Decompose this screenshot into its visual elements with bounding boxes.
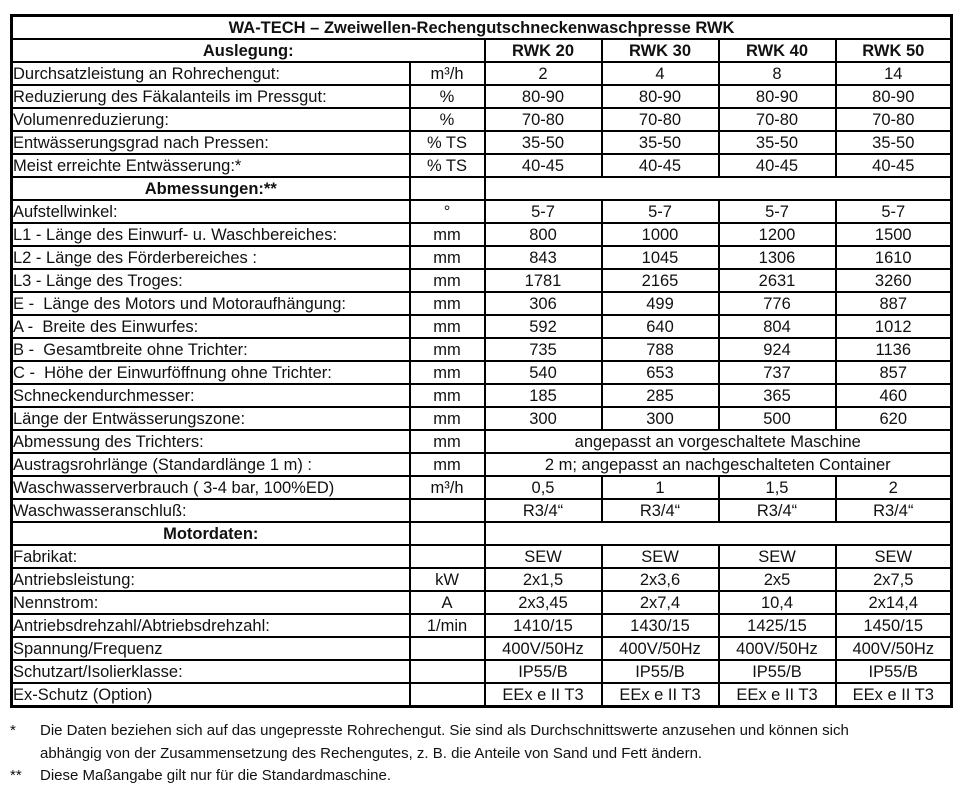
cell-value: 70-80 [602,108,719,131]
cell-value: 35-50 [485,131,602,154]
row-label: L3 - Länge des Troges: [12,269,410,292]
cell-value: 1045 [602,246,719,269]
row-label: Schneckendurchmesser: [12,384,410,407]
footnote-line: Die Daten beziehen sich auf das ungepresste Rohrechengut. Sie sind als Durchschnittswerte anzusehen und können sich [40,722,849,739]
spec-table-wrap [10,14,953,708]
cell-value: 592 [485,315,602,338]
table-row [12,338,952,361]
cell-value: 2x7,5 [836,568,952,591]
row-unit [410,499,485,522]
cell-value: 788 [602,338,719,361]
cell-value: 1781 [485,269,602,292]
table-row [12,62,952,85]
cell-value: 735 [485,338,602,361]
cell-value: IP55/B [485,660,602,683]
footnote-marker: ** [10,767,22,784]
table-row [12,315,952,338]
row-label: Ex-Schutz (Option) [12,683,410,707]
cell-value: 460 [836,384,952,407]
cell-value: 1450/15 [836,614,952,637]
cell-value: 2x5 [719,568,836,591]
column-header: RWK 20 [485,39,602,62]
table-row [12,223,952,246]
cell-value: SEW [719,545,836,568]
cell-value: EEx e II T3 [836,683,952,707]
cell-value: R3/4“ [602,499,719,522]
cell-value: EEx e II T3 [485,683,602,707]
table-row [12,637,952,660]
cell-value: 2631 [719,269,836,292]
cell-value: SEW [602,545,719,568]
row-unit [410,545,485,568]
section-title: Abmessungen:** [12,177,410,200]
table-row [12,200,952,223]
title-row [12,16,952,40]
cell-value: 80-90 [719,85,836,108]
column-header: RWK 40 [719,39,836,62]
row-unit: mm [410,430,485,453]
cell-value: 70-80 [836,108,952,131]
cell-value: 1200 [719,223,836,246]
cell-value: 843 [485,246,602,269]
footnote [10,720,945,765]
row-label: C - Höhe der Einwurföffnung ohne Trichter: [12,361,410,384]
table-row [12,39,952,62]
cell-value: 80-90 [485,85,602,108]
cell-value: 804 [719,315,836,338]
cell-value: 400V/50Hz [485,637,602,660]
footnote-line: abhängig von der Zusammensetzung des Rechengutes, z. B. die Anteile von Sand und Fett ändern. [40,744,703,762]
row-unit: % [410,108,485,131]
table-row [12,177,952,200]
cell-value: 887 [836,292,952,315]
row-unit: mm [410,223,485,246]
row-label: Abmessung des Trichters: [12,430,410,453]
cell-value: 10,4 [719,591,836,614]
row-label: Meist erreichte Entwässerung:* [12,154,410,177]
row-unit: mm [410,315,485,338]
empty-cell [485,522,952,545]
cell-value: 365 [719,384,836,407]
cell-value: 2x3,45 [485,591,602,614]
row-label: A - Breite des Einwurfes: [12,315,410,338]
cell-value: 1425/15 [719,614,836,637]
cell-value: 35-50 [836,131,952,154]
cell-value: 35-50 [602,131,719,154]
cell-value: 2x7,4 [602,591,719,614]
table-row [12,430,952,453]
row-unit [410,683,485,707]
row-unit: A [410,591,485,614]
spec-table-body [12,16,952,707]
cell-value: IP55/B [602,660,719,683]
row-unit: mm [410,384,485,407]
cell-value: 285 [602,384,719,407]
cell-value: 40-45 [836,154,952,177]
cell-value: 1012 [836,315,952,338]
cell-value: SEW [485,545,602,568]
row-unit: % TS [410,154,485,177]
cell-value: 3260 [836,269,952,292]
table-row [12,154,952,177]
cell-value: 70-80 [485,108,602,131]
cell-value: 40-45 [719,154,836,177]
table-row [12,384,952,407]
row-unit-empty [410,177,485,200]
table-row [12,591,952,614]
row-unit: ° [410,200,485,223]
cell-value: 540 [485,361,602,384]
footnote-marker: * [10,722,16,739]
section-title: Auslegung: [12,39,485,62]
table-row [12,522,952,545]
cell-value: 620 [836,407,952,430]
row-label: Durchsatzleistung an Rohrechengut: [12,62,410,85]
cell-value: 5-7 [719,200,836,223]
table-row [12,246,952,269]
cell-value: 14 [836,62,952,85]
cell-value: 857 [836,361,952,384]
cell-value: 300 [602,407,719,430]
column-header: RWK 30 [602,39,719,62]
table-row [12,476,952,499]
section-title: Motordaten: [12,522,410,545]
cell-value: 2x1,5 [485,568,602,591]
row-unit: m³/h [410,476,485,499]
row-unit-empty [410,522,485,545]
table-row [12,292,952,315]
cell-value: 35-50 [719,131,836,154]
footnote-line: Diese Maßangabe gilt nur für die Standardmaschine. [40,767,392,784]
row-label: Waschwasserverbrauch ( 3-4 bar, 100%ED) [12,476,410,499]
cell-value: 2x3,6 [602,568,719,591]
cell-value: 1610 [836,246,952,269]
merged-value: 2 m; angepasst an nachgeschalteten Container [485,453,952,476]
footnote-text [40,720,945,765]
cell-value: 1 [602,476,719,499]
cell-value: 776 [719,292,836,315]
table-row [12,407,952,430]
table-row [12,361,952,384]
row-unit [410,660,485,683]
row-label: Austragsrohrlänge (Standardlänge 1 m) : [12,453,410,476]
table-row [12,131,952,154]
row-unit [410,637,485,660]
row-label: Antriebsdrehzahl/Abtriebsdrehzahl: [12,614,410,637]
cell-value: EEx e II T3 [602,683,719,707]
cell-value: 737 [719,361,836,384]
row-unit: 1/min [410,614,485,637]
cell-value: 400V/50Hz [836,637,952,660]
footnote-text [40,765,945,788]
table-row [12,568,952,591]
cell-value: IP55/B [836,660,952,683]
cell-value: R3/4“ [719,499,836,522]
cell-value: 40-45 [602,154,719,177]
cell-value: IP55/B [719,660,836,683]
cell-value: 40-45 [485,154,602,177]
table-row [12,683,952,707]
footnote [10,765,945,788]
row-label: Reduzierung des Fäkalanteils im Pressgut: [12,85,410,108]
cell-value: 500 [719,407,836,430]
table-row [12,660,952,683]
table-title: WA-TECH – Zweiwellen-Rechengutschneckenwaschpresse RWK [12,16,952,40]
spec-table [10,14,953,708]
cell-value: 306 [485,292,602,315]
row-unit: mm [410,292,485,315]
row-unit: % [410,85,485,108]
cell-value: 640 [602,315,719,338]
cell-value: 0,5 [485,476,602,499]
row-label: Antriebsleistung: [12,568,410,591]
row-unit: mm [410,338,485,361]
cell-value: SEW [836,545,952,568]
row-label: Waschwasseranschluß: [12,499,410,522]
table-row [12,108,952,131]
cell-value: 70-80 [719,108,836,131]
cell-value: 1410/15 [485,614,602,637]
row-unit: mm [410,453,485,476]
row-unit: m³/h [410,62,485,85]
cell-value: 800 [485,223,602,246]
table-row [12,545,952,568]
row-unit: mm [410,361,485,384]
row-label: Fabrikat: [12,545,410,568]
cell-value: EEx e II T3 [719,683,836,707]
table-row [12,453,952,476]
row-label: L1 - Länge des Einwurf- u. Waschbereiches: [12,223,410,246]
cell-value: 1,5 [719,476,836,499]
cell-value: 4 [602,62,719,85]
cell-value: R3/4“ [836,499,952,522]
cell-value: 1136 [836,338,952,361]
row-unit: mm [410,407,485,430]
cell-value: 653 [602,361,719,384]
cell-value: R3/4“ [485,499,602,522]
cell-value: 2x14,4 [836,591,952,614]
cell-value: 5-7 [836,200,952,223]
row-label: Spannung/Frequenz [12,637,410,660]
column-header: RWK 50 [836,39,952,62]
cell-value: 400V/50Hz [719,637,836,660]
cell-value: 1000 [602,223,719,246]
cell-value: 80-90 [602,85,719,108]
cell-value: 5-7 [602,200,719,223]
row-label: Entwässerungsgrad nach Pressen: [12,131,410,154]
row-unit: mm [410,246,485,269]
table-row [12,499,952,522]
cell-value: 185 [485,384,602,407]
merged-value: angepasst an vorgeschaltete Maschine [485,430,952,453]
row-label: Nennstrom: [12,591,410,614]
cell-value: 1500 [836,223,952,246]
cell-value: 2165 [602,269,719,292]
cell-value: 8 [719,62,836,85]
row-unit: kW [410,568,485,591]
cell-value: 5-7 [485,200,602,223]
row-label: Volumenreduzierung: [12,108,410,131]
cell-value: 2 [836,476,952,499]
row-label: B - Gesamtbreite ohne Trichter: [12,338,410,361]
row-label: Aufstellwinkel: [12,200,410,223]
cell-value: 499 [602,292,719,315]
cell-value: 300 [485,407,602,430]
cell-value: 80-90 [836,85,952,108]
cell-value: 400V/50Hz [602,637,719,660]
row-label: L2 - Länge des Förderbereiches : [12,246,410,269]
row-label: E - Länge des Motors und Motoraufhängung: [12,292,410,315]
row-unit: % TS [410,131,485,154]
row-label: Länge der Entwässerungszone: [12,407,410,430]
cell-value: 1430/15 [602,614,719,637]
cell-value: 1306 [719,246,836,269]
table-row [12,85,952,108]
footnotes [10,720,945,788]
cell-value: 2 [485,62,602,85]
empty-cell [485,177,952,200]
table-row [12,269,952,292]
table-row [12,614,952,637]
row-unit: mm [410,269,485,292]
cell-value: 924 [719,338,836,361]
row-label: Schutzart/Isolierklasse: [12,660,410,683]
